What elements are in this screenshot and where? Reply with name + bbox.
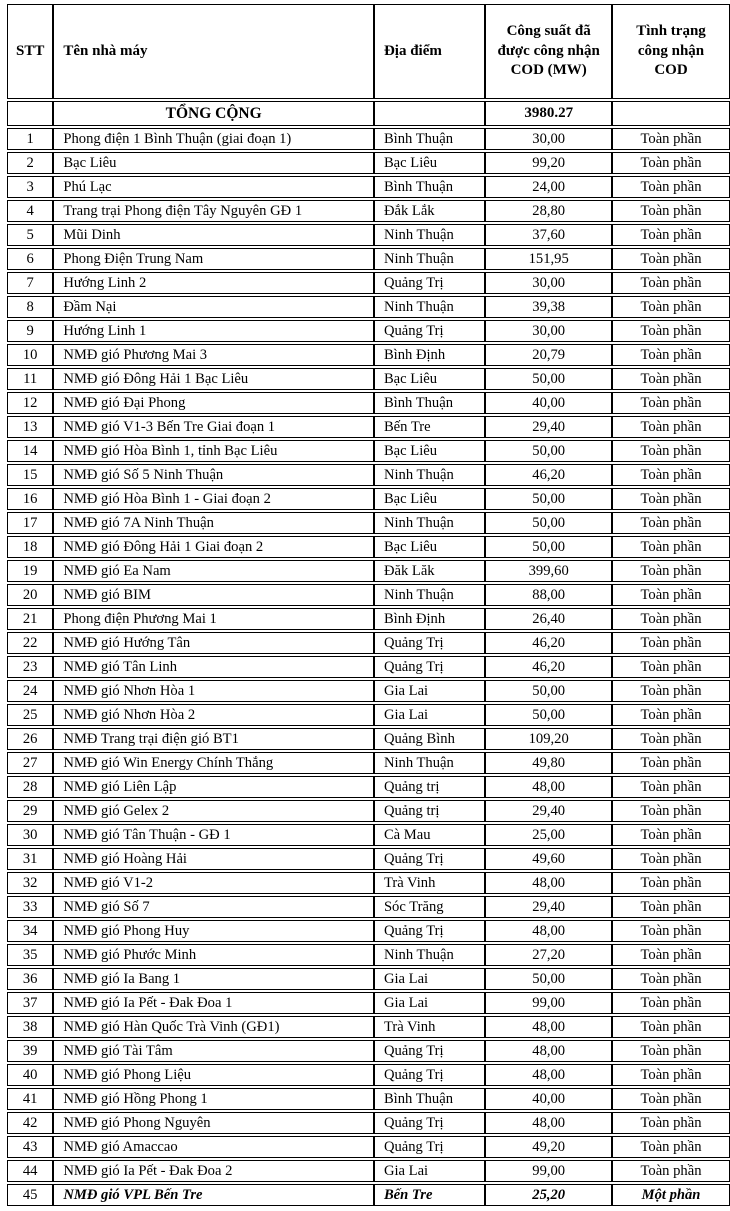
table-row xyxy=(7,584,730,606)
capacity-mw-cell: 88,00 xyxy=(485,584,612,606)
plant-name-cell: Phú Lạc xyxy=(53,176,374,198)
capacity-mw-cell: 109,20 xyxy=(485,728,612,750)
row-number-cell: 15 xyxy=(7,464,53,486)
location-cell: Gia Lai xyxy=(374,704,485,726)
row-number-cell: 1 xyxy=(7,128,53,150)
table-row xyxy=(7,560,730,582)
location-cell: Gia Lai xyxy=(374,680,485,702)
location-cell: Cà Mau xyxy=(374,824,485,846)
table-row xyxy=(7,728,730,750)
capacity-mw-cell: 50,00 xyxy=(485,512,612,534)
capacity-mw-cell: 25,00 xyxy=(485,824,612,846)
row-number-cell: 11 xyxy=(7,368,53,390)
table-row xyxy=(7,872,730,894)
row-number-cell: 18 xyxy=(7,536,53,558)
location-cell: Quảng trị xyxy=(374,800,485,822)
table-row xyxy=(7,896,730,918)
plant-name-cell: NMĐ gió Tài Tâm xyxy=(53,1040,374,1062)
table-row xyxy=(7,752,730,774)
plant-name-cell: Hướng Linh 1 xyxy=(53,320,374,342)
table-row xyxy=(7,128,730,150)
table-row xyxy=(7,1112,730,1134)
capacity-mw-cell: 48,00 xyxy=(485,872,612,894)
table-row xyxy=(7,1040,730,1062)
cod-status-cell: Toàn phần xyxy=(612,176,730,198)
row-number-cell: 29 xyxy=(7,800,53,822)
row-number-cell: 3 xyxy=(7,176,53,198)
total-stt-cell xyxy=(7,101,53,126)
cod-status-cell: Toàn phần xyxy=(612,536,730,558)
location-cell: Trà Vinh xyxy=(374,872,485,894)
plant-name-cell: NMĐ gió Đông Hải 1 Bạc Liêu xyxy=(53,368,374,390)
total-status-cell xyxy=(612,101,730,126)
plant-name-cell: NMĐ gió VPL Bến Tre xyxy=(53,1184,374,1206)
plant-name-cell: NMĐ gió V1-2 xyxy=(53,872,374,894)
capacity-mw-cell: 30,00 xyxy=(485,320,612,342)
plant-name-cell: Phong điện Phương Mai 1 xyxy=(53,608,374,630)
plant-name-cell: NMĐ gió Hồng Phong 1 xyxy=(53,1088,374,1110)
capacity-mw-cell: 26,40 xyxy=(485,608,612,630)
table-row xyxy=(7,776,730,798)
cod-status-cell: Toàn phần xyxy=(612,440,730,462)
location-cell: Quảng Trị xyxy=(374,272,485,294)
table-row xyxy=(7,320,730,342)
capacity-mw-cell: 25,20 xyxy=(485,1184,612,1206)
row-number-cell: 17 xyxy=(7,512,53,534)
row-number-cell: 37 xyxy=(7,992,53,1014)
capacity-mw-cell: 28,80 xyxy=(485,200,612,222)
plant-name-cell: Phong điện 1 Bình Thuận (giai đoạn 1) xyxy=(53,128,374,150)
capacity-mw-cell: 27,20 xyxy=(485,944,612,966)
plant-name-cell: NMĐ gió Phong Huy xyxy=(53,920,374,942)
header-cod-status: Tình trạng công nhận COD xyxy=(612,4,730,99)
cod-status-cell: Toàn phần xyxy=(612,776,730,798)
location-cell: Quảng Trị xyxy=(374,1136,485,1158)
table-row xyxy=(7,536,730,558)
plant-name-cell: NMĐ gió Ia Pết - Đak Đoa 1 xyxy=(53,992,374,1014)
plant-name-cell: NMĐ gió Hướng Tân xyxy=(53,632,374,654)
location-cell: Quảng Trị xyxy=(374,920,485,942)
capacity-mw-cell: 49,60 xyxy=(485,848,612,870)
plant-name-cell: NMĐ gió Hòa Bình 1 - Giai đoạn 2 xyxy=(53,488,374,510)
table-row xyxy=(7,632,730,654)
plant-name-cell: NMĐ gió Nhơn Hòa 2 xyxy=(53,704,374,726)
location-cell: Gia Lai xyxy=(374,968,485,990)
capacity-mw-cell: 48,00 xyxy=(485,920,612,942)
plant-name-cell: NMĐ gió Tân Linh xyxy=(53,656,374,678)
capacity-mw-cell: 399,60 xyxy=(485,560,612,582)
capacity-mw-cell: 99,20 xyxy=(485,152,612,174)
location-cell: Ninh Thuận xyxy=(374,944,485,966)
table-row xyxy=(7,1136,730,1158)
row-number-cell: 40 xyxy=(7,1064,53,1086)
table-row xyxy=(7,416,730,438)
table-row xyxy=(7,224,730,246)
row-number-cell: 43 xyxy=(7,1136,53,1158)
row-number-cell: 32 xyxy=(7,872,53,894)
cod-status-cell: Toàn phần xyxy=(612,1160,730,1182)
capacity-mw-cell: 30,00 xyxy=(485,272,612,294)
cod-status-cell: Toàn phần xyxy=(612,368,730,390)
location-cell: Bạc Liêu xyxy=(374,536,485,558)
location-cell: Quảng trị xyxy=(374,776,485,798)
location-cell: Bình Thuận xyxy=(374,1088,485,1110)
wind-plants-cod-table xyxy=(7,2,730,1208)
cod-status-cell: Toàn phần xyxy=(612,944,730,966)
capacity-mw-cell: 24,00 xyxy=(485,176,612,198)
row-number-cell: 30 xyxy=(7,824,53,846)
capacity-mw-cell: 39,38 xyxy=(485,296,612,318)
capacity-mw-cell: 99,00 xyxy=(485,1160,612,1182)
row-number-cell: 25 xyxy=(7,704,53,726)
table-row xyxy=(7,464,730,486)
table-row xyxy=(7,200,730,222)
row-number-cell: 22 xyxy=(7,632,53,654)
row-number-cell: 12 xyxy=(7,392,53,414)
row-number-cell: 9 xyxy=(7,320,53,342)
cod-status-cell: Toàn phần xyxy=(612,920,730,942)
location-cell: Quảng Trị xyxy=(374,320,485,342)
cod-status-cell: Toàn phần xyxy=(612,1064,730,1086)
row-number-cell: 7 xyxy=(7,272,53,294)
capacity-mw-cell: 48,00 xyxy=(485,1016,612,1038)
row-number-cell: 31 xyxy=(7,848,53,870)
location-cell: Bạc Liêu xyxy=(374,440,485,462)
capacity-mw-cell: 48,00 xyxy=(485,1064,612,1086)
row-number-cell: 20 xyxy=(7,584,53,606)
capacity-mw-cell: 50,00 xyxy=(485,704,612,726)
location-cell: Bình Thuận xyxy=(374,128,485,150)
plant-name-cell: Bạc Liêu xyxy=(53,152,374,174)
cod-status-cell: Toàn phần xyxy=(612,512,730,534)
cod-status-cell: Toàn phần xyxy=(612,1112,730,1134)
location-cell: Bình Thuận xyxy=(374,392,485,414)
cod-status-cell: Toàn phần xyxy=(612,728,730,750)
table-row xyxy=(7,344,730,366)
header-plant-name: Tên nhà máy xyxy=(53,4,374,99)
plant-name-cell: NMĐ gió Phương Mai 3 xyxy=(53,344,374,366)
total-capacity: 3980.27 xyxy=(485,101,612,126)
cod-status-cell: Toàn phần xyxy=(612,1088,730,1110)
cod-status-cell: Toàn phần xyxy=(612,872,730,894)
cod-status-cell: Toàn phần xyxy=(612,488,730,510)
plant-name-cell: NMĐ gió Gelex 2 xyxy=(53,800,374,822)
plant-name-cell: Trang trại Phong điện Tây Nguyên GĐ 1 xyxy=(53,200,374,222)
table-row xyxy=(7,680,730,702)
row-number-cell: 38 xyxy=(7,1016,53,1038)
table-row xyxy=(7,392,730,414)
capacity-mw-cell: 50,00 xyxy=(485,536,612,558)
location-cell: Ninh Thuận xyxy=(374,224,485,246)
row-number-cell: 6 xyxy=(7,248,53,270)
total-label: TỔNG CỘNG xyxy=(53,101,374,126)
row-number-cell: 24 xyxy=(7,680,53,702)
total-row xyxy=(7,101,730,126)
row-number-cell: 33 xyxy=(7,896,53,918)
table-row xyxy=(7,704,730,726)
table-row xyxy=(7,1184,730,1206)
cod-status-cell: Toàn phần xyxy=(612,1016,730,1038)
row-number-cell: 19 xyxy=(7,560,53,582)
cod-status-cell: Toàn phần xyxy=(612,320,730,342)
table-row xyxy=(7,1160,730,1182)
row-number-cell: 39 xyxy=(7,1040,53,1062)
table-row xyxy=(7,272,730,294)
capacity-mw-cell: 50,00 xyxy=(485,368,612,390)
header-cod-capacity: Công suất đã được công nhận COD (MW) xyxy=(485,4,612,99)
row-number-cell: 2 xyxy=(7,152,53,174)
capacity-mw-cell: 40,00 xyxy=(485,1088,612,1110)
plant-name-cell: NMĐ gió Hàn Quốc Trà Vinh (GĐ1) xyxy=(53,1016,374,1038)
row-number-cell: 41 xyxy=(7,1088,53,1110)
row-number-cell: 45 xyxy=(7,1184,53,1206)
row-number-cell: 44 xyxy=(7,1160,53,1182)
capacity-mw-cell: 48,00 xyxy=(485,776,612,798)
cod-status-cell: Toàn phần xyxy=(612,152,730,174)
location-cell: Gia Lai xyxy=(374,992,485,1014)
row-number-cell: 4 xyxy=(7,200,53,222)
table-row xyxy=(7,992,730,1014)
capacity-mw-cell: 30,00 xyxy=(485,128,612,150)
row-number-cell: 27 xyxy=(7,752,53,774)
cod-status-cell: Toàn phần xyxy=(612,1136,730,1158)
table-row xyxy=(7,1016,730,1038)
plant-name-cell: NMĐ gió Phước Minh xyxy=(53,944,374,966)
capacity-mw-cell: 46,20 xyxy=(485,632,612,654)
plant-name-cell: NMĐ gió Ia Bang 1 xyxy=(53,968,374,990)
plant-name-cell: NMĐ gió Nhơn Hòa 1 xyxy=(53,680,374,702)
location-cell: Bình Thuận xyxy=(374,176,485,198)
cod-status-cell: Toàn phần xyxy=(612,224,730,246)
table-row xyxy=(7,440,730,462)
location-cell: Ninh Thuận xyxy=(374,248,485,270)
capacity-mw-cell: 37,60 xyxy=(485,224,612,246)
cod-status-cell: Toàn phần xyxy=(612,560,730,582)
header-stt: STT xyxy=(7,4,53,99)
plant-name-cell: NMĐ gió Amaccao xyxy=(53,1136,374,1158)
row-number-cell: 28 xyxy=(7,776,53,798)
plant-name-cell: NMĐ gió Hoàng Hải xyxy=(53,848,374,870)
table-row xyxy=(7,176,730,198)
plant-name-cell: NMĐ gió Số 7 xyxy=(53,896,374,918)
table-row xyxy=(7,968,730,990)
table-row xyxy=(7,800,730,822)
plant-name-cell: NMĐ Trang trại điện gió BT1 xyxy=(53,728,374,750)
capacity-mw-cell: 29,40 xyxy=(485,416,612,438)
table-row xyxy=(7,920,730,942)
cod-status-cell: Toàn phần xyxy=(612,272,730,294)
row-number-cell: 5 xyxy=(7,224,53,246)
capacity-mw-cell: 29,40 xyxy=(485,800,612,822)
cod-status-cell: Toàn phần xyxy=(612,992,730,1014)
plant-name-cell: NMĐ gió Phong Nguyên xyxy=(53,1112,374,1134)
plant-name-cell: NMĐ gió Đông Hải 1 Giai đoạn 2 xyxy=(53,536,374,558)
plant-name-cell: Mũi Dinh xyxy=(53,224,374,246)
row-number-cell: 34 xyxy=(7,920,53,942)
row-number-cell: 26 xyxy=(7,728,53,750)
table-row xyxy=(7,368,730,390)
location-cell: Bình Định xyxy=(374,344,485,366)
cod-status-cell: Toàn phần xyxy=(612,704,730,726)
location-cell: Đăk Lăk xyxy=(374,560,485,582)
row-number-cell: 21 xyxy=(7,608,53,630)
table-row xyxy=(7,608,730,630)
cod-status-cell: Toàn phần xyxy=(612,248,730,270)
location-cell: Đắk Lắk xyxy=(374,200,485,222)
table-row xyxy=(7,1064,730,1086)
row-number-cell: 14 xyxy=(7,440,53,462)
plant-name-cell: NMĐ gió Tân Thuận - GĐ 1 xyxy=(53,824,374,846)
capacity-mw-cell: 40,00 xyxy=(485,392,612,414)
capacity-mw-cell: 20,79 xyxy=(485,344,612,366)
location-cell: Quảng Trị xyxy=(374,1040,485,1062)
row-number-cell: 10 xyxy=(7,344,53,366)
plant-name-cell: NMĐ gió Hòa Bình 1, tỉnh Bạc Liêu xyxy=(53,440,374,462)
plant-name-cell: NMĐ gió Ia Pết - Đak Đoa 2 xyxy=(53,1160,374,1182)
capacity-mw-cell: 50,00 xyxy=(485,440,612,462)
plant-name-cell: NMĐ gió Ea Nam xyxy=(53,560,374,582)
cod-status-cell: Một phần xyxy=(612,1184,730,1206)
plant-name-cell: NMĐ gió 7A Ninh Thuận xyxy=(53,512,374,534)
plant-name-cell: NMĐ gió Số 5 Ninh Thuận xyxy=(53,464,374,486)
plant-name-cell: Đầm Nại xyxy=(53,296,374,318)
cod-status-cell: Toàn phần xyxy=(612,1040,730,1062)
capacity-mw-cell: 49,80 xyxy=(485,752,612,774)
table-header-row xyxy=(7,4,730,99)
cod-status-cell: Toàn phần xyxy=(612,656,730,678)
cod-status-cell: Toàn phần xyxy=(612,416,730,438)
location-cell: Gia Lai xyxy=(374,1160,485,1182)
plant-name-cell: NMĐ gió V1-3 Bến Tre Giai đoạn 1 xyxy=(53,416,374,438)
plant-name-cell: NMĐ gió BIM xyxy=(53,584,374,606)
location-cell: Bến Tre xyxy=(374,1184,485,1206)
cod-status-cell: Toàn phần xyxy=(612,848,730,870)
location-cell: Bạc Liêu xyxy=(374,368,485,390)
capacity-mw-cell: 48,00 xyxy=(485,1112,612,1134)
capacity-mw-cell: 99,00 xyxy=(485,992,612,1014)
location-cell: Quảng Trị xyxy=(374,1064,485,1086)
table-row xyxy=(7,488,730,510)
location-cell: Quảng Trị xyxy=(374,848,485,870)
location-cell: Ninh Thuận xyxy=(374,296,485,318)
location-cell: Ninh Thuận xyxy=(374,464,485,486)
table-row xyxy=(7,248,730,270)
location-cell: Trà Vinh xyxy=(374,1016,485,1038)
cod-status-cell: Toàn phần xyxy=(612,680,730,702)
table-row xyxy=(7,1088,730,1110)
cod-status-cell: Toàn phần xyxy=(612,464,730,486)
location-cell: Ninh Thuận xyxy=(374,752,485,774)
row-number-cell: 16 xyxy=(7,488,53,510)
table-row xyxy=(7,944,730,966)
capacity-mw-cell: 50,00 xyxy=(485,680,612,702)
location-cell: Bến Tre xyxy=(374,416,485,438)
table-row xyxy=(7,848,730,870)
cod-status-cell: Toàn phần xyxy=(612,800,730,822)
total-location-cell xyxy=(374,101,485,126)
row-number-cell: 36 xyxy=(7,968,53,990)
cod-status-cell: Toàn phần xyxy=(612,128,730,150)
location-cell: Bạc Liêu xyxy=(374,152,485,174)
cod-status-cell: Toàn phần xyxy=(612,752,730,774)
cod-status-cell: Toàn phần xyxy=(612,392,730,414)
capacity-mw-cell: 46,20 xyxy=(485,464,612,486)
location-cell: Bình Định xyxy=(374,608,485,630)
header-location: Địa điểm xyxy=(374,4,485,99)
capacity-mw-cell: 50,00 xyxy=(485,488,612,510)
plant-name-cell: NMĐ gió Đại Phong xyxy=(53,392,374,414)
cod-status-cell: Toàn phần xyxy=(612,824,730,846)
location-cell: Ninh Thuận xyxy=(374,512,485,534)
row-number-cell: 8 xyxy=(7,296,53,318)
cod-status-cell: Toàn phần xyxy=(612,584,730,606)
row-number-cell: 35 xyxy=(7,944,53,966)
capacity-mw-cell: 151,95 xyxy=(485,248,612,270)
location-cell: Ninh Thuận xyxy=(374,584,485,606)
cod-status-cell: Toàn phần xyxy=(612,344,730,366)
plant-name-cell: NMĐ gió Phong Liệu xyxy=(53,1064,374,1086)
location-cell: Quảng Trị xyxy=(374,632,485,654)
table-row xyxy=(7,656,730,678)
table-row xyxy=(7,296,730,318)
row-number-cell: 42 xyxy=(7,1112,53,1134)
cod-status-cell: Toàn phần xyxy=(612,608,730,630)
location-cell: Quảng Bình xyxy=(374,728,485,750)
capacity-mw-cell: 50,00 xyxy=(485,968,612,990)
plant-name-cell: NMĐ gió Liên Lập xyxy=(53,776,374,798)
capacity-mw-cell: 48,00 xyxy=(485,1040,612,1062)
capacity-mw-cell: 29,40 xyxy=(485,896,612,918)
capacity-mw-cell: 46,20 xyxy=(485,656,612,678)
cod-status-cell: Toàn phần xyxy=(612,632,730,654)
cod-status-cell: Toàn phần xyxy=(612,968,730,990)
table-body xyxy=(7,101,730,1206)
location-cell: Quảng Trị xyxy=(374,1112,485,1134)
row-number-cell: 23 xyxy=(7,656,53,678)
cod-status-cell: Toàn phần xyxy=(612,200,730,222)
table-row xyxy=(7,152,730,174)
plant-name-cell: NMĐ gió Win Energy Chính Thắng xyxy=(53,752,374,774)
plant-name-cell: Phong Điện Trung Nam xyxy=(53,248,374,270)
location-cell: Sóc Trăng xyxy=(374,896,485,918)
table-row xyxy=(7,824,730,846)
cod-status-cell: Toàn phần xyxy=(612,896,730,918)
location-cell: Quảng Trị xyxy=(374,656,485,678)
table-row xyxy=(7,512,730,534)
capacity-mw-cell: 49,20 xyxy=(485,1136,612,1158)
location-cell: Bạc Liêu xyxy=(374,488,485,510)
plant-name-cell: Hướng Linh 2 xyxy=(53,272,374,294)
row-number-cell: 13 xyxy=(7,416,53,438)
cod-status-cell: Toàn phần xyxy=(612,296,730,318)
